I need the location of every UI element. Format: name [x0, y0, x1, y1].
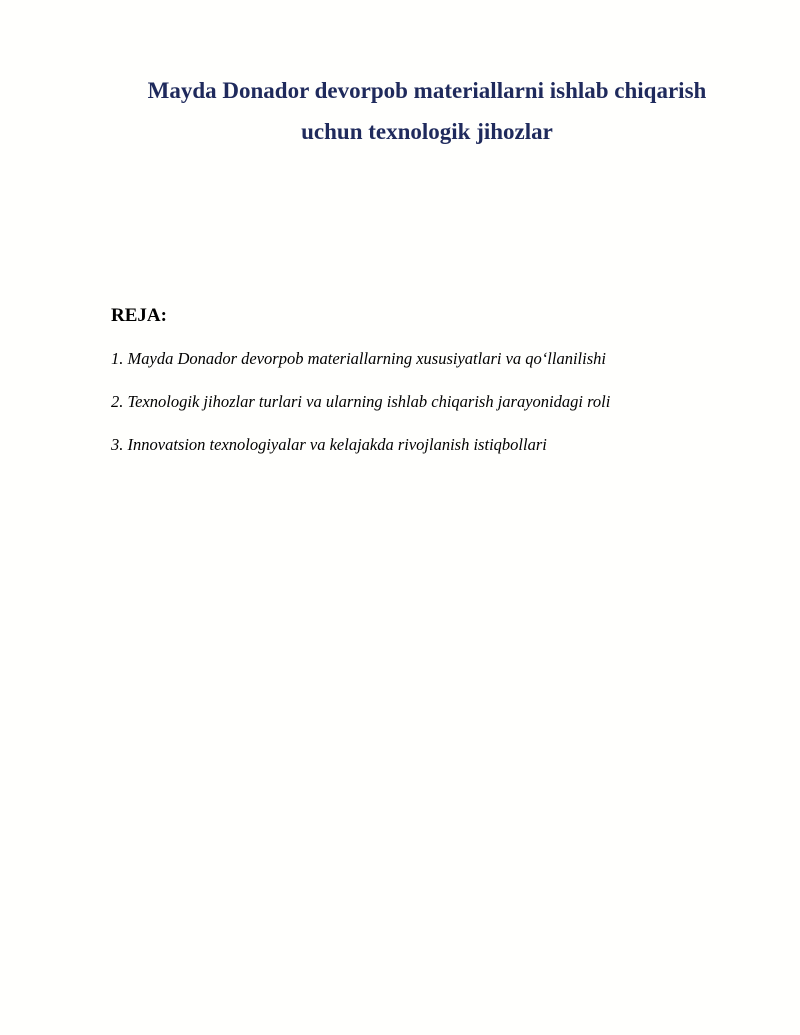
plan-list: [111, 348, 610, 477]
document-title: [110, 70, 744, 152]
plan-heading: REJA:: [111, 305, 167, 326]
plan-item-1: 1. Mayda Donador devorpob materiallarning xususiyatlari va qo‘llanilishi: [111, 349, 606, 368]
plan-item-2: 2. Texnologik jihozlar turlari va ularning ishlab chiqarish jarayonidagi roli: [111, 392, 611, 411]
title-line-1: Mayda Donador devorpob materiallarni ishlab chiqarish: [147, 78, 707, 103]
title-line-2: uchun texnologik jihozlar: [301, 119, 553, 144]
plan-item-3: 3. Innovatsion texnologiyalar va kelajakda rivojlanish istiqbollari: [111, 435, 547, 454]
